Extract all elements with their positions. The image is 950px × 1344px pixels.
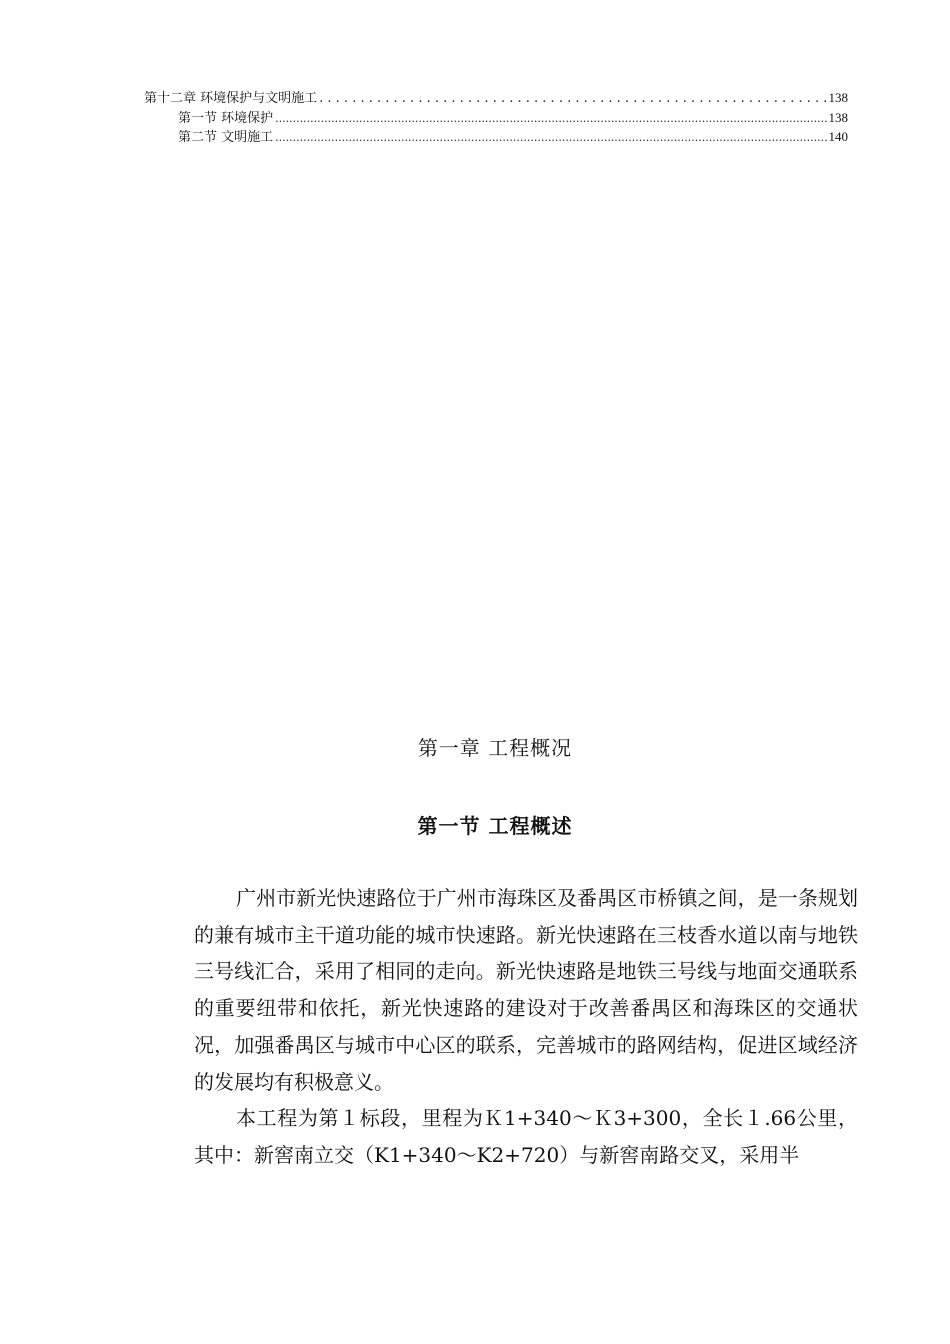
toc-entry-label: 第一节 环境保护 — [178, 110, 274, 126]
paragraph: 本工程为第１标段，里程为Ｋ1+340～Ｋ3+300，全长１.66公里，其中：新窖南立交（K1+340～K2+720）与新窖南路交叉，采用半 — [194, 1106, 858, 1167]
table-of-contents — [144, 88, 848, 147]
body-text — [194, 880, 858, 1174]
toc-dot-leader — [275, 109, 826, 129]
toc-entry-label: 第十二章 环境保护与文明施工 — [144, 91, 318, 106]
toc-entry-label: 第二节 文明施工 — [178, 130, 274, 145]
toc-entry[interactable] — [144, 108, 848, 128]
toc-dot-leader — [319, 89, 826, 109]
toc-entry-page: 138 — [828, 90, 848, 105]
toc-dot-leader — [275, 128, 826, 148]
toc-entry[interactable] — [144, 88, 848, 108]
toc-entry[interactable] — [144, 127, 848, 147]
section-title: 第一节 工程概述 — [417, 814, 573, 838]
paragraph: 广州市新光快速路位于广州市海珠区及番禺区市桥镇之间，是一条规划的兼有城市主干道功能的城市快速路。新光快速路在三枝香水道以南与地铁三号线汇合，采用了相同的走向。新光快速路是地铁三号线与地面交通联系的重要纽带和依托，新光快速路的建设对于改善番禺区和海珠区的交通状况，加强番禺区与城市中心区的联系，完善城市的路网结构，促进区域经济的发展均有积极意义。 — [194, 886, 858, 1094]
toc-entry-page: 138 — [828, 109, 848, 125]
toc-entry-page: 140 — [828, 129, 848, 144]
chapter-title: 第一章 工程概况 — [417, 736, 573, 760]
